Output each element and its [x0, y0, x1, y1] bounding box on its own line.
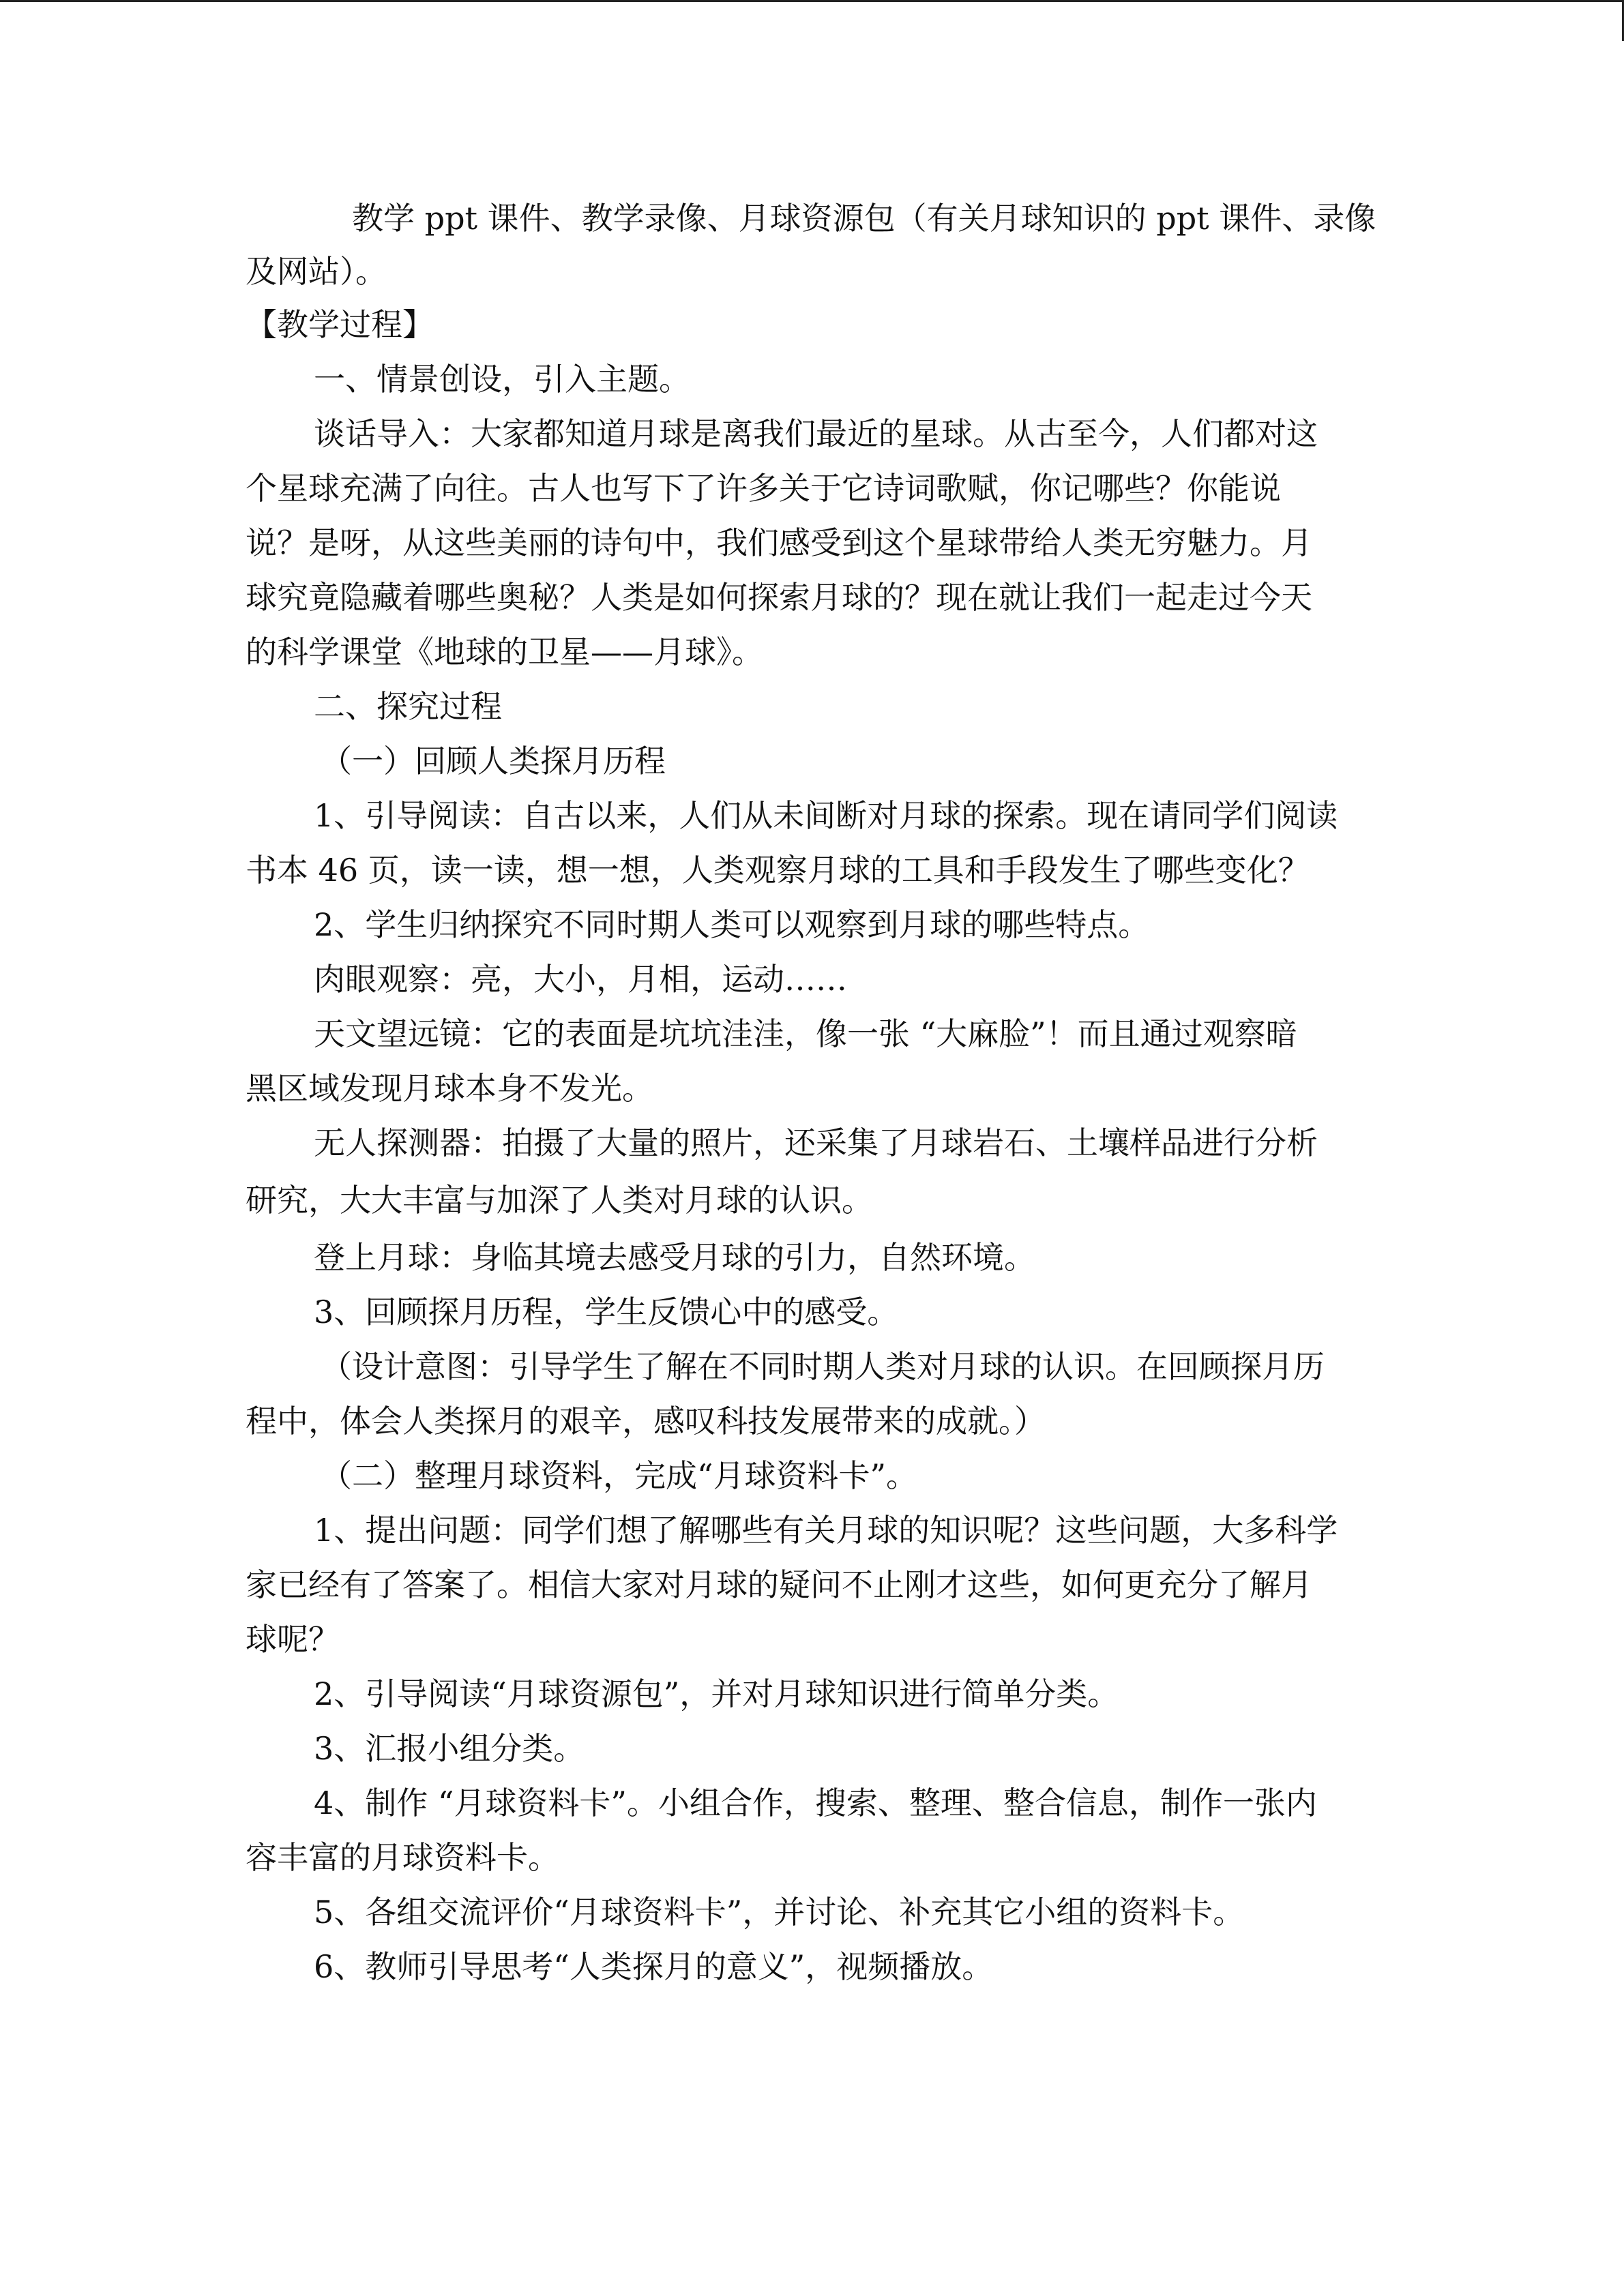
body-line: 1、提出问题：同学们想了解哪些有关月球的知识呢？这些问题，大多科学: [314, 1512, 1338, 1549]
body-line: （设计意图：引导学生了解在不同时期人类对月球的认识。在回顾探月历: [321, 1348, 1325, 1385]
body-line: 研究，大大丰富与加深了人类对月球的认识。: [246, 1182, 873, 1219]
body-line: 5、各组交流评价“月球资料卡”，并讨论、补充其它小组的资料卡。: [314, 1894, 1245, 1930]
subheading: 二、探究过程: [314, 688, 502, 725]
body-line: 黑区域发现月球本身不发光。: [246, 1070, 653, 1107]
body-line: 及网站）。: [246, 253, 387, 290]
body-line: 3、回顾探月历程，学生反馈心中的感受。: [314, 1294, 899, 1330]
body-line: 天文望远镜：它的表面是坑坑洼洼，像一张 “大麻脸”！而且通过观察暗: [314, 1015, 1297, 1052]
body-line: 球呢？: [246, 1621, 340, 1658]
body-line: 书本 46 页，读一读，想一想，人类观察月球的工具和手段发生了哪些变化？: [246, 852, 1310, 889]
body-line: 4、制作 “月球资料卡”。小组合作，搜索、整理、整合信息，制作一张内: [314, 1785, 1317, 1821]
section-heading: 【教学过程】: [246, 306, 434, 343]
body-line: 的科学课堂《地球的卫星——月球》。: [246, 633, 763, 670]
body-line: 家已经有了答案了。相信大家对月球的疑问不止刚才这些，如何更充分了解月: [246, 1566, 1312, 1603]
body-line: 程中，体会人类探月的艰辛，感叹科技发展带来的成就。）: [246, 1403, 1046, 1440]
body-line: 无人探测器：拍摄了大量的照片，还采集了月球岩石、土壤样品进行分析: [314, 1124, 1318, 1161]
body-line: 2、引导阅读“月球资源包”，并对月球知识进行简单分类。: [314, 1675, 1119, 1712]
body-line: 6、教师引导思考“人类探月的意义”，视频播放。: [314, 1948, 994, 1985]
body-line: 1、引导阅读：自古以来，人们从未间断对月球的探索。现在请同学们阅读: [314, 797, 1338, 834]
body-line: 登上月球：身临其境去感受月球的引力，自然环境。: [314, 1239, 1035, 1276]
body-line: 球究竟隐藏着哪些奥秘？人类是如何探索月球的？现在就让我们一起走过今天: [246, 579, 1312, 616]
subheading: 一、情景创设，引入主题。: [314, 361, 690, 398]
body-line: 容丰富的月球资料卡。: [246, 1839, 559, 1876]
subheading: （二）整理月球资料，完成“月球资料卡”。: [321, 1457, 918, 1494]
subheading: （一）回顾人类探月历程: [321, 743, 666, 779]
body-line: 3、汇报小组分类。: [314, 1730, 585, 1767]
body-line: 说？是呀，从这些美丽的诗句中，我们感受到这个星球带给人类无穷魅力。月: [246, 524, 1312, 561]
body-line: 教学 ppt 课件、教学录像、月球资源包（有关月球知识的 ppt 课件、录像: [321, 200, 1376, 237]
page-top-border: [0, 0, 1624, 2]
body-line: 2、学生归纳探究不同时期人类可以观察到月球的哪些特点。: [314, 906, 1150, 943]
body-line: 个星球充满了向往。古人也写下了许多关于它诗词歌赋，你记哪些？你能说: [246, 470, 1281, 507]
body-line: 谈话导入：大家都知道月球是离我们最近的星球。从古至今，人们都对这: [314, 415, 1318, 452]
body-line: 肉眼观察：亮，大小，月相，运动……: [314, 961, 847, 998]
